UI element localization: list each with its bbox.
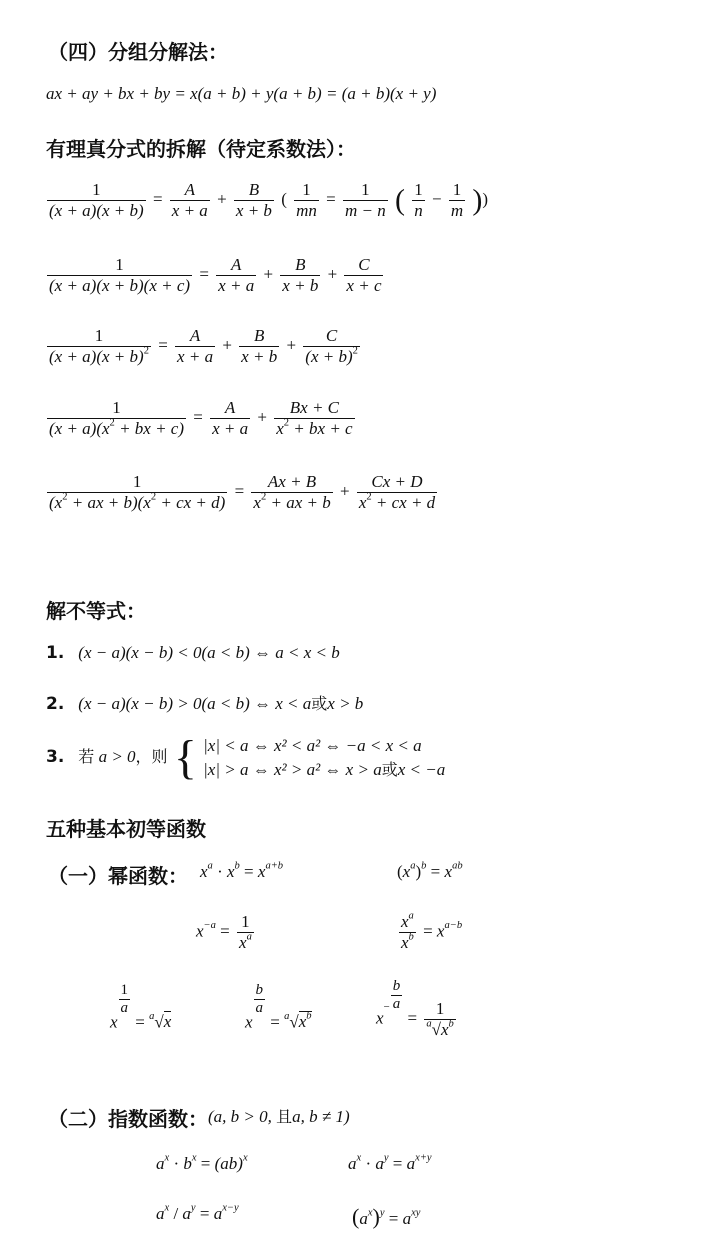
exponential-rule-quotient: $a^x / a^y = a^{x-y}$ (156, 1202, 239, 1223)
case-2: |x| > a ⇔ x² > a² ⇔ x > a或x < −a (203, 760, 446, 779)
exponential-condition: (a, b > 0, 且a, b ≠ 1) (208, 1107, 350, 1126)
partial-fractions-title: 有理真分式的拆解（待定系数法）： (46, 137, 356, 161)
grouping-title: （四）分组分解法： (48, 40, 228, 64)
f1-hint-lhs: $\frac{1}{mn}$ (296, 180, 317, 220)
f4-term-a: $\frac{A}{x + a}$ (212, 398, 249, 438)
f1-lhs-fraction: $\frac{1}{(x + a)(x + b)}$ (49, 180, 144, 220)
power-rule-product: $x^a \cdot x^b = x^{a+b}$ (200, 860, 284, 881)
power-negative-fraction: $\frac{1}{x^a}$ (239, 912, 252, 952)
power-rule-negative-root: x− $\frac{b}{a}$ = $\frac{1}{^a√x^b}$ (376, 978, 454, 1039)
exponential-rule-power: $(a^x)^y = a^{xy}$ (352, 1204, 421, 1229)
partial-fraction-formula-3: $\frac{1}{(x + a)(x + b)^2}$ = $\frac{A}{x + a}$ + $\frac{B}{x + b}$ + $\frac{C}{(x + b)^2}$ (49, 326, 358, 366)
inequality-item-2: 2. (x − a)(x − b) > 0(a < b) ⇔ x < a或x > b (46, 694, 364, 714)
case-1: |x| < a ⇔ x² < a² ⇔ −a < x < a (203, 736, 422, 755)
power-rule-power: $(x^a)^b = x^{ab}$ (397, 860, 463, 881)
inequality-item-1: 1. (x − a)(x − b) < 0(a < b) ⇔ a < x < b (46, 643, 340, 663)
cases-brace: { (173, 731, 197, 784)
power-rule-negative: $x^{-a}$ = $\frac{1}{x^a}$ (196, 912, 252, 952)
f5-lhs-fraction: $\frac{1}{(x^2 + ax + b)(x^2 + cx + d)}$ (49, 472, 226, 512)
grouping-formula: ax + ay + bx + by = x(a + b) + y(a + b) = (a + b)(x + y) (46, 84, 437, 103)
exponential-rule-product-exp: $a^x \cdot a^y = a^{x+y}$ (348, 1152, 432, 1173)
root-sign-icon: √ (431, 1019, 441, 1039)
cases-block (203, 734, 445, 782)
f3-term-a: $\frac{A}{x + a}$ (177, 326, 214, 366)
f2-term-b: $\frac{B}{x + b}$ (282, 255, 319, 295)
power-rule-root-power: x $\frac{b}{a}$ = $^a√x^b$ (245, 982, 312, 1032)
power-rule-root: x $\frac{1}{a}$ = $^a$√x (110, 982, 172, 1032)
partial-fraction-formula-5: $\frac{1}{(x^2 + ax + b)(x^2 + cx + d)}$ = $\frac{Ax + B}{x^2 + ax + b}$ + $\frac{Cx + D}{x^2 + cx + d}$ (49, 472, 436, 512)
f1-term-a: $\frac{A}{x + a}$ (171, 180, 208, 220)
exponential-rule-product-base: $a^x \cdot b^x = (ab)^x$ (156, 1152, 248, 1173)
elementary-title: 五种基本初等函数 (46, 817, 206, 841)
exponential-function-title: （二）指数函数： (48, 1107, 208, 1131)
inequalities-title: 解不等式： (46, 599, 146, 623)
f3-term-b: $\frac{B}{x + b}$ (241, 326, 278, 366)
power-negative-root-fraction: $\frac{1}{^a√x^b}$ (426, 998, 454, 1039)
power-rule-quotient: $\frac{x^a}{x^b}$ = $x^{a-b}$ (401, 910, 463, 952)
f1-hint-n: $\frac{1}{n}$ (414, 180, 423, 220)
f1-term-b: $\frac{B}{x + b}$ (235, 180, 272, 220)
f4-lhs-fraction: $\frac{1}{(x + a)(x^2 + bx + c)}$ (49, 398, 185, 438)
power-quotient-fraction: $\frac{x^a}{x^b}$ (401, 910, 414, 952)
f2-lhs-fraction: $\frac{1}{(x + a)(x + b)(x + c)}$ (49, 255, 191, 295)
partial-fraction-formula-2: $\frac{1}{(x + a)(x + b)(x + c)}$ = $\frac{A}{x + a}$ + $\frac{B}{x + b}$ + $\frac{C}{x + c}$ (49, 255, 382, 295)
f5-term-b: $\frac{Cx + D}{x^2 + cx + d}$ (358, 472, 436, 512)
partial-fraction-formula-1: $\frac{1}{(x + a)(x + b)}$ = $\frac{A}{x + a}$ + $\frac{B}{x + b}$ ( $\frac{1}{mn}$ = $\frac{1}{m - n}$ ( $\frac{1}{n}$ − $\frac{1}{m}$ )) (49, 180, 489, 220)
root-sign-icon: √ (154, 1012, 164, 1032)
f1-hint-coef: $\frac{1}{m - n}$ (344, 180, 386, 220)
root-sign-icon: √ (289, 1012, 299, 1032)
f2-term-a: $\frac{A}{x + a}$ (218, 255, 255, 295)
f5-term-a: $\frac{Ax + B}{x^2 + ax + b}$ (253, 472, 331, 512)
f2-term-c: $\frac{C}{x + c}$ (346, 255, 382, 295)
f4-term-b: $\frac{Bx + C}{x^2 + bx + c}$ (276, 398, 353, 438)
power-function-title: （一）幂函数： (48, 864, 188, 888)
f1-hint-m: $\frac{1}{m}$ (450, 180, 464, 220)
f3-lhs-fraction: $\frac{1}{(x + a)(x + b)^2}$ (49, 326, 149, 366)
f3-term-c: $\frac{C}{(x + b)^2}$ (305, 326, 358, 366)
partial-fraction-formula-4: $\frac{1}{(x + a)(x^2 + bx + c)}$ = $\frac{A}{x + a}$ + $\frac{Bx + C}{x^2 + bx + c}$ (49, 398, 353, 438)
inequality-item-3: 3. 若 a > 0，则 { |x| < a ⇔ x² < a² ⇔ −a < x < a |x| > a ⇔ x² > a² ⇔ x > a或x < −a (46, 731, 446, 784)
